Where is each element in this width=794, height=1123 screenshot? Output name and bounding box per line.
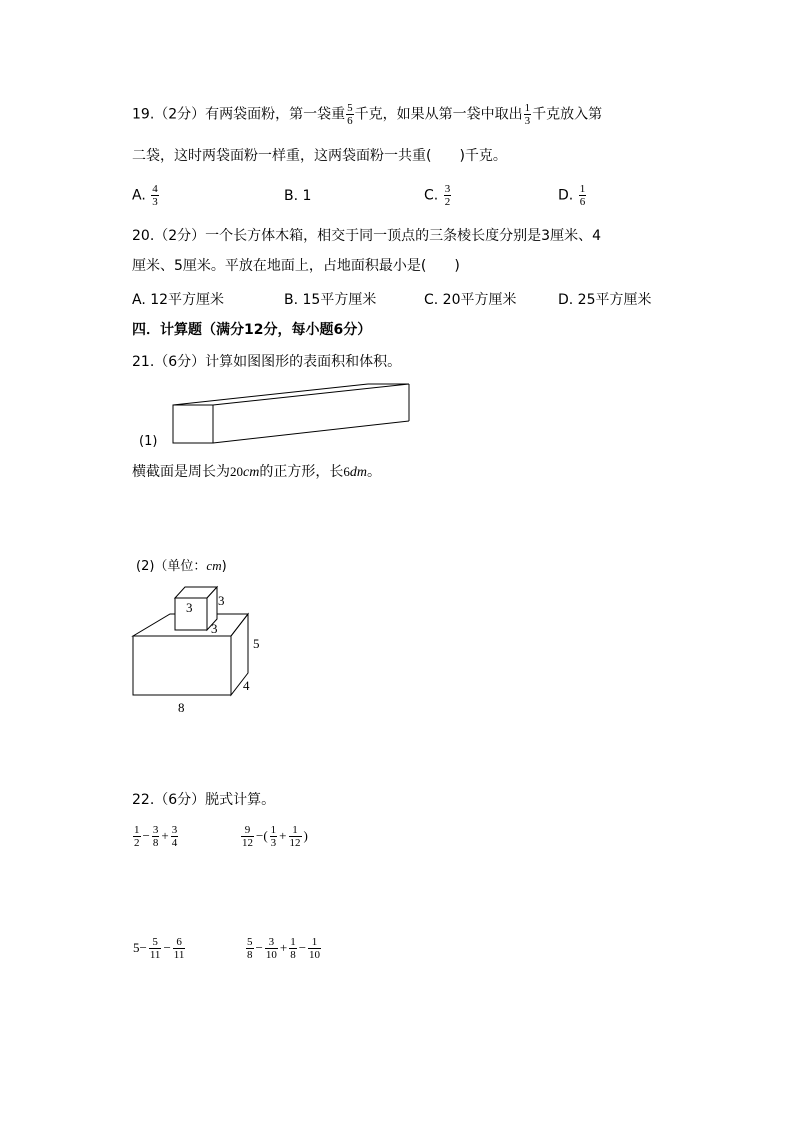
cuboid-front-face: [173, 405, 213, 443]
big-box-depth-label: 4: [243, 678, 250, 693]
big-box-length-label: 8: [178, 700, 185, 715]
q22-expression-4: $\frac{5}{8}$ − $\frac{3}{10}$ + $\frac{1}{8}$ − $\frac{1}{10}$: [247, 935, 321, 961]
small-cube-front-label: 3: [186, 600, 193, 615]
q19-option-b: B. 1: [284, 188, 312, 204]
q22-expression-2: $\frac{9}{12}$ −( $\frac{1}{3}$ + $\frac{1}{12}$ ): [242, 823, 308, 849]
big-box-height-label: 5: [253, 636, 260, 651]
q19-option-c: C. $\frac{3}{2}$: [424, 183, 451, 208]
cuboid-bottom-edge: [213, 421, 409, 443]
q22-expression-3: 5− $\frac{5}{11}$ − $\frac{6}{11}$: [133, 935, 185, 961]
q22-stem: 22.（6分）脱式计算。: [132, 792, 276, 808]
q20-line1: 20.（2分）一个长方体木箱，相交于同一顶点的三条棱长度分别是3厘米、4: [132, 228, 601, 244]
q19-line2: 二袋，这时两袋面粉一样重，这两袋面粉一共重( )千克。: [132, 148, 507, 164]
cuboid-top-back-edge-left: [173, 384, 368, 405]
q20-option-d: D. 25平方厘米: [558, 292, 652, 308]
q20-option-c: C. 20平方厘米: [424, 292, 517, 308]
q19-fraction-2: $\frac{1}{3}$: [524, 102, 531, 127]
q19-stem-c: 千克放入第: [532, 106, 603, 123]
q19-option-d: D. $\frac{1}{6}$: [558, 183, 586, 208]
q21-part1-text: 横截面是周长为20cm的正方形，长6dm。: [132, 464, 381, 480]
q20-line2: 厘米、5厘米。平放在地面上，占地面积最小是( ): [132, 258, 460, 274]
q19-fraction-1: $\frac{5}{6}$: [347, 102, 353, 127]
q21-part1-label: (1): [139, 434, 158, 449]
big-box-front: [133, 636, 231, 695]
small-cube-depth-label: 3: [211, 621, 218, 636]
q20-option-a: A. 12平方厘米: [132, 292, 225, 308]
small-cube-side-label: 3: [218, 593, 225, 608]
q21-figure1-cuboid: [173, 384, 409, 443]
q21-part2-label: (2)（单位：cm): [136, 558, 227, 574]
q19-option-a: A. $\frac{4}{3}$: [132, 183, 158, 208]
q20-option-b: B. 15平方厘米: [284, 292, 377, 308]
q22-expression-1: $\frac{1}{2}$ − $\frac{3}{8}$ + $\frac{3}{4}$: [134, 823, 178, 849]
cuboid-top-front-edge: [213, 384, 409, 405]
q21-stem: 21.（6分）计算如图图形的表面积和体积。: [132, 354, 402, 370]
section-title: 四．计算题（满分12分，每小题6分）: [132, 322, 372, 338]
q19-stem-a: 19.（2分）有两袋面粉，第一袋重: [132, 106, 346, 123]
q19-stem-b: 千克，如果从第一袋中取出: [354, 106, 523, 123]
